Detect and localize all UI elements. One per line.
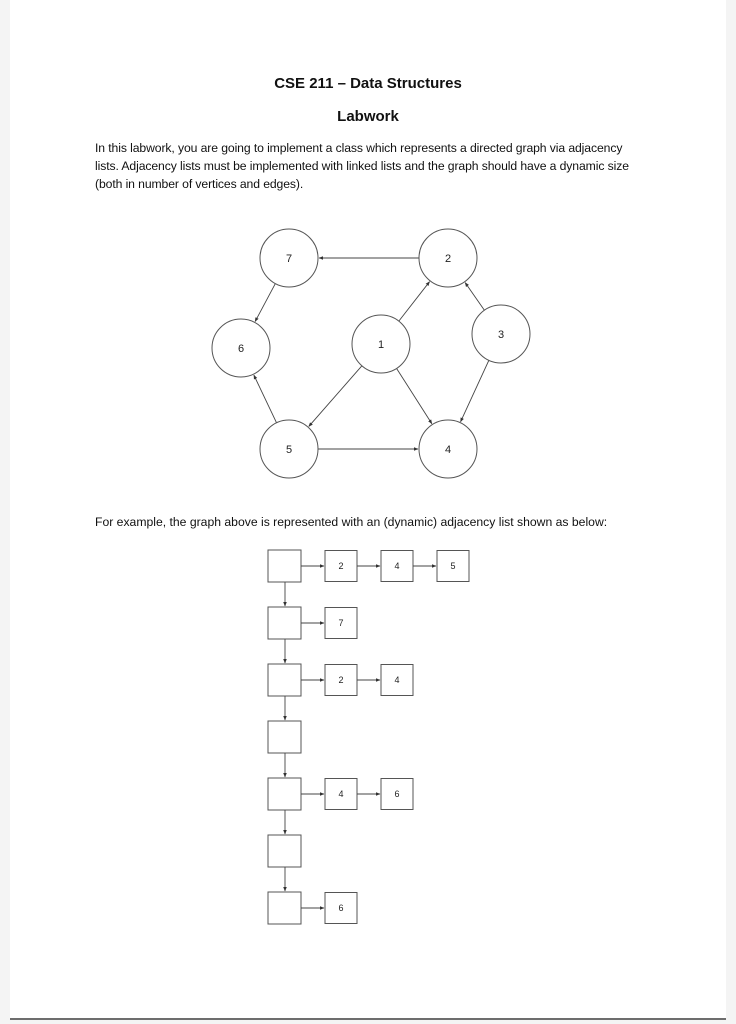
graph-node-6 — [212, 319, 270, 377]
vertex-head-node — [268, 550, 301, 582]
vertex-head-box — [268, 721, 301, 753]
adjacency-cell-label: 4 — [394, 561, 400, 571]
intro-line: lists. Adjacency lists must be implemented with linked lists and the graph should have a dynamic size — [95, 159, 629, 173]
graph-edge-7-to-6 — [255, 284, 275, 322]
labwork-subtitle: Labwork — [337, 108, 399, 125]
adjacency-cell-label: 7 — [338, 618, 344, 628]
vertex-head-node — [268, 607, 301, 639]
graph-edge-3-to-2 — [465, 283, 484, 311]
graph-edge-1-to-2 — [399, 282, 430, 321]
adjacency-row — [268, 835, 301, 891]
adjacency-cell-label: 6 — [338, 903, 344, 913]
adjacency-cell-6 — [381, 779, 413, 810]
graph-edge-3-to-4 — [461, 360, 489, 421]
graph-node-label: 1 — [377, 339, 385, 351]
vertex-head-box — [268, 607, 301, 639]
adjacency-cell-label: 2 — [338, 675, 344, 685]
adjacency-cell-label: 6 — [394, 789, 400, 799]
graph-node-label: 5 — [285, 444, 293, 456]
adjacency-list-diagram — [268, 550, 469, 924]
vertex-head-node — [268, 664, 301, 696]
vertex-head-box — [268, 664, 301, 696]
adjacency-cell-label: 4 — [394, 675, 400, 685]
graph-edge-1-to-5 — [309, 366, 362, 427]
graph-node-5 — [260, 420, 318, 478]
adjacency-row — [268, 892, 357, 924]
graph-node-label: 4 — [444, 444, 452, 456]
vertex-head-box — [268, 892, 301, 924]
adjacency-cell-label: 5 — [450, 561, 456, 571]
graph-node-3 — [472, 305, 530, 363]
adjacency-cell-4 — [325, 779, 357, 810]
graph-nodes — [212, 229, 530, 478]
adjacency-cell-4 — [381, 551, 413, 582]
vertex-head-box — [268, 778, 301, 810]
example-text: For example, the graph above is represented with an (dynamic) adjacency list shown as below: — [95, 515, 608, 529]
graph-node-1 — [352, 315, 410, 373]
adjacency-cell-2 — [325, 665, 357, 696]
intro-line: In this labwork, you are going to implement a class which represents a directed graph via adjacency — [95, 141, 623, 155]
adjacency-cell-2 — [325, 551, 357, 582]
adjacency-row — [268, 607, 357, 663]
adjacency-cell-label: 2 — [338, 561, 344, 571]
adjacency-row — [268, 778, 413, 834]
adjacency-row — [268, 721, 301, 777]
vertex-head-node — [268, 892, 301, 924]
adjacency-row — [268, 550, 469, 606]
adjacency-cell-label: 4 — [338, 789, 344, 799]
graph-edge-1-to-4 — [397, 368, 432, 423]
graph-node-label: 7 — [285, 253, 293, 265]
graph-node-2 — [419, 229, 477, 287]
graph-node-label: 3 — [497, 329, 505, 341]
adjacency-cell-7 — [325, 608, 357, 639]
course-title: CSE 211 – Data Structures — [274, 75, 462, 92]
adjacency-cell-5 — [437, 551, 469, 582]
graph-node-4 — [419, 420, 477, 478]
vertex-head-box — [268, 550, 301, 582]
graph-node-label: 2 — [444, 253, 452, 265]
graph-node-7 — [260, 229, 318, 287]
vertex-head-node — [268, 835, 301, 867]
adjacency-cell-4 — [381, 665, 413, 696]
graph-node-label: 6 — [237, 343, 245, 355]
vertex-head-box — [268, 835, 301, 867]
adjacency-cell-6 — [325, 893, 357, 924]
adjacency-row — [268, 664, 413, 720]
vertex-head-node — [268, 721, 301, 753]
intro-line: (both in number of vertices and edges). — [95, 177, 304, 191]
graph-edge-5-to-6 — [254, 375, 277, 423]
vertex-head-node — [268, 778, 301, 810]
